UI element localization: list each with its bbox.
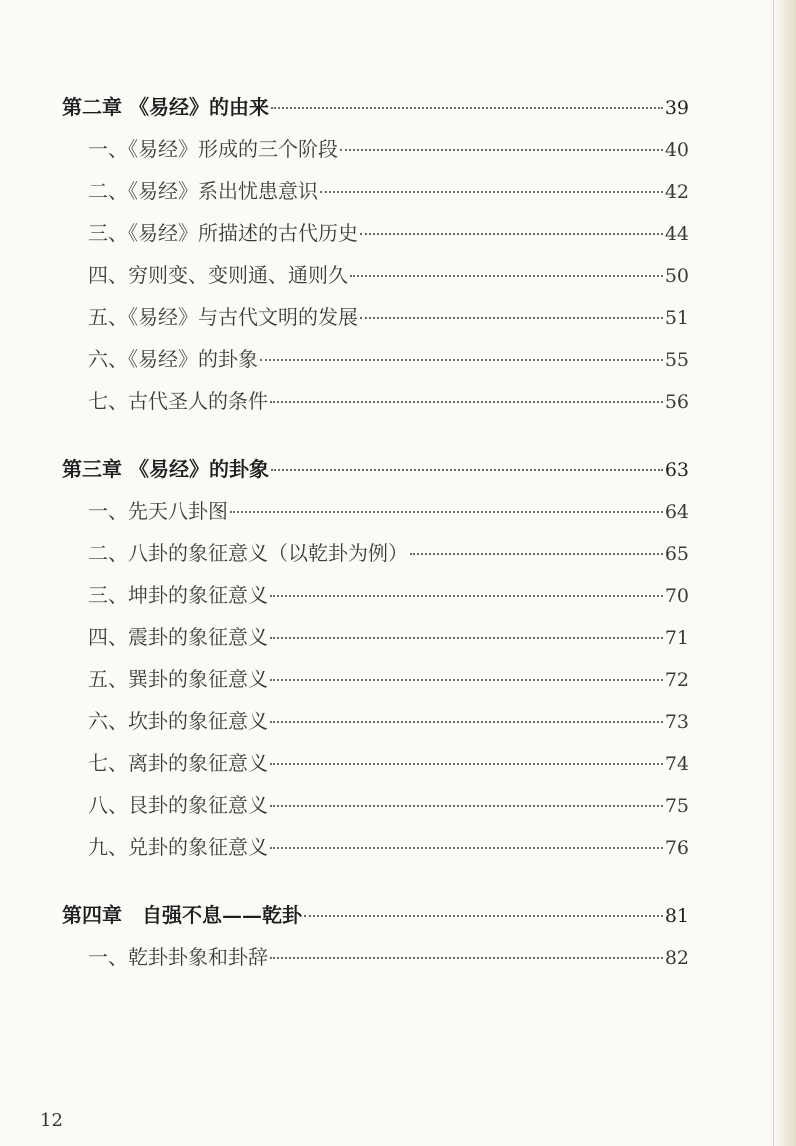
dot-leader <box>340 149 663 151</box>
dot-leader <box>260 359 663 361</box>
chapter-3 <box>62 448 689 868</box>
dot-leader <box>410 553 663 555</box>
section-title: 四、震卦的象征意义 <box>88 625 268 649</box>
page-number: 74 <box>664 753 689 775</box>
chapter-title-entry[interactable] <box>62 894 689 936</box>
page-number: 55 <box>664 349 689 371</box>
chapter-title: 第四章 自强不息——乾卦 <box>62 903 302 927</box>
dot-leader <box>230 511 663 513</box>
page-number: 72 <box>664 669 689 691</box>
page-number: 56 <box>664 391 689 413</box>
dot-leader <box>304 915 663 917</box>
toc-entry[interactable] <box>62 784 689 826</box>
page-number: 39 <box>664 97 689 119</box>
section-title: 八、艮卦的象征意义 <box>88 793 268 817</box>
toc-entry[interactable] <box>62 490 689 532</box>
toc-entry[interactable] <box>62 170 689 212</box>
table-of-contents <box>62 86 689 1004</box>
section-title: 一、先天八卦图 <box>88 499 228 523</box>
toc-entry[interactable] <box>62 936 689 978</box>
page-edge-shadow <box>774 0 796 1146</box>
page-number: 82 <box>664 947 689 969</box>
page-number: 70 <box>664 585 689 607</box>
toc-entry[interactable] <box>62 574 689 616</box>
dot-leader <box>270 401 663 403</box>
section-title: 四、穷则变、变则通、通则久 <box>88 263 348 287</box>
dot-leader <box>350 275 663 277</box>
toc-entry[interactable] <box>62 826 689 868</box>
toc-entry[interactable] <box>62 296 689 338</box>
dot-leader <box>320 191 663 193</box>
section-title: 六、《易经》的卦象 <box>88 347 258 371</box>
dot-leader <box>270 847 663 849</box>
chapter-title: 第三章 《易经》的卦象 <box>62 457 269 481</box>
dot-leader <box>360 233 663 235</box>
page-number: 63 <box>664 459 689 481</box>
section-title: 七、古代圣人的条件 <box>88 389 268 413</box>
section-title: 三、《易经》所描述的古代历史 <box>88 221 358 245</box>
page-number: 81 <box>664 905 689 927</box>
section-title: 五、巽卦的象征意义 <box>88 667 268 691</box>
page-number: 44 <box>664 223 689 245</box>
page-number: 40 <box>664 139 689 161</box>
chapter-title-entry[interactable] <box>62 86 689 128</box>
dot-leader <box>270 805 663 807</box>
dot-leader <box>271 469 663 471</box>
section-title: 六、坎卦的象征意义 <box>88 709 268 733</box>
chapter-4 <box>62 894 689 978</box>
toc-entry[interactable] <box>62 658 689 700</box>
chapter-title-entry[interactable] <box>62 448 689 490</box>
page-number: 75 <box>664 795 689 817</box>
section-title: 二、《易经》系出忧患意识 <box>88 179 318 203</box>
dot-leader <box>270 679 663 681</box>
toc-entry[interactable] <box>62 700 689 742</box>
page-folio-number: 12 <box>40 1110 63 1131</box>
dot-leader <box>271 107 663 109</box>
toc-entry[interactable] <box>62 532 689 574</box>
toc-entry[interactable] <box>62 128 689 170</box>
section-title: 一、乾卦卦象和卦辞 <box>88 945 268 969</box>
page-number: 50 <box>664 265 689 287</box>
dot-leader <box>360 317 663 319</box>
toc-entry[interactable] <box>62 254 689 296</box>
dot-leader <box>270 957 663 959</box>
section-title: 五、《易经》与古代文明的发展 <box>88 305 358 329</box>
page-number: 65 <box>664 543 689 565</box>
chapter-title: 第二章 《易经》的由来 <box>62 95 269 119</box>
page-number: 64 <box>664 501 689 523</box>
section-title: 九、兑卦的象征意义 <box>88 835 268 859</box>
section-title: 三、坤卦的象征意义 <box>88 583 268 607</box>
page-number: 73 <box>664 711 689 733</box>
toc-entry[interactable] <box>62 380 689 422</box>
dot-leader <box>270 721 663 723</box>
dot-leader <box>270 595 663 597</box>
toc-entry[interactable] <box>62 338 689 380</box>
section-title: 二、八卦的象征意义（以乾卦为例） <box>88 541 408 565</box>
dot-leader <box>270 637 663 639</box>
toc-entry[interactable] <box>62 742 689 784</box>
page-number: 71 <box>664 627 689 649</box>
page-number: 76 <box>664 837 689 859</box>
page-number: 51 <box>664 307 689 329</box>
toc-entry[interactable] <box>62 212 689 254</box>
toc-entry[interactable] <box>62 616 689 658</box>
page-number: 42 <box>664 181 689 203</box>
dot-leader <box>270 763 663 765</box>
chapter-2 <box>62 86 689 422</box>
section-title: 一、《易经》形成的三个阶段 <box>88 137 338 161</box>
section-title: 七、离卦的象征意义 <box>88 751 268 775</box>
